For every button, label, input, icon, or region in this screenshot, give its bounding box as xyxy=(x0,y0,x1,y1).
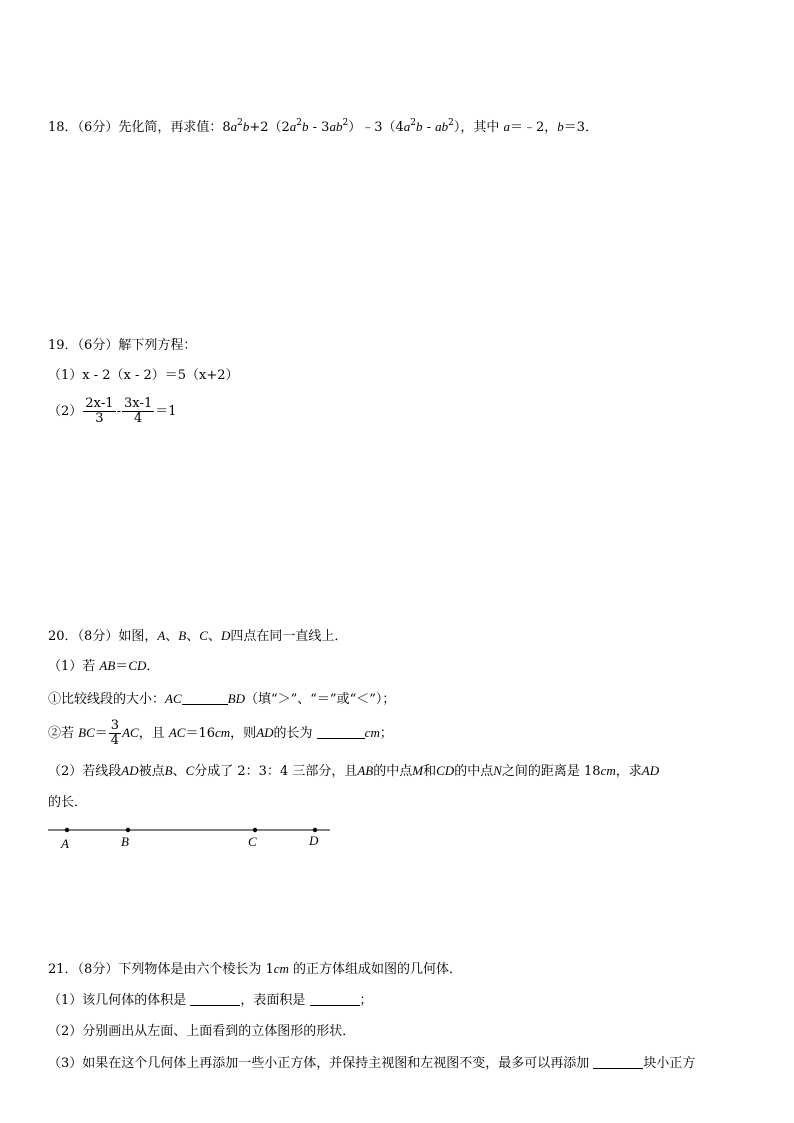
answer-blank[interactable] xyxy=(593,1055,643,1069)
answer-blank[interactable] xyxy=(190,992,240,1006)
q21-part3: （3）如果在这个几何体上再添加一些小正方体，并保持主视图和左视图不变，最多可以再添加 块小正方 xyxy=(48,1056,696,1071)
q21-part1: （1）该几何体的体积是 ，表面积是 ； xyxy=(48,993,373,1008)
label-c: C xyxy=(248,834,257,849)
fraction-1: $\frac{2x‑1}{3}$ xyxy=(85,396,114,426)
q20-part2-line2: 的长． xyxy=(48,795,88,810)
q19-part2: （2） $\frac{2x‑1}{3}$ ‑ $\frac{3x‑1}{4}$ ＝1 xyxy=(48,396,177,426)
fraction-2: $\frac{3x‑1}{4}$ xyxy=(123,396,153,426)
point-c xyxy=(253,828,257,832)
fraction-3-4: $\frac{3}{4}$ xyxy=(110,718,120,748)
q21-title: 21．（8分）下列物体是由六个棱长为 1cm 的正方体组成如图的几何体． xyxy=(48,961,463,977)
q20-title: 20．（8分）如图，A、B、C、D四点在同一直线上． xyxy=(48,628,348,644)
q21-part2: （2）分别画出从左面、上面看到的立体图形的形状． xyxy=(48,1024,356,1039)
point-a xyxy=(65,828,69,832)
q20-part1: （1）若 AB＝CD． xyxy=(48,658,160,674)
point-d xyxy=(313,828,317,832)
q20-sub1: ①比较线段的大小：AC BD（填“＞”、“＝”或“＜”）； xyxy=(48,691,396,707)
answer-blank[interactable] xyxy=(310,992,360,1006)
answer-blank[interactable] xyxy=(182,691,228,705)
q18-text: 18．（6分）先化简，再求值：$8a^2b+2(2a^2b$ ‑ $3ab^2)﹣3(4a^2b$ ‑ $ab^2$），其中 a＝﹣2，b＝3． xyxy=(48,118,599,135)
q19-title: 19．（6分）解下列方程： xyxy=(48,338,197,353)
q20-sub2: ②若 BC＝ $\frac{3}{4}$ AC，且 AC＝16cm，则AD的长为 cm； xyxy=(48,718,393,748)
answer-blank[interactable] xyxy=(317,725,365,739)
label-b: B xyxy=(121,834,129,849)
label-a: A xyxy=(61,836,69,851)
q19-part1: （1）x ‑ 2（x ‑ 2）＝5（x+2） xyxy=(48,368,239,383)
q20-part2: （2）若线段AD被点B、C分成了 2：3：4 三部分，且AB的中点M和CD的中点N之间的距离是 18cm，求AD xyxy=(48,763,660,779)
line-segment-figure xyxy=(46,822,336,838)
point-b xyxy=(126,828,130,832)
label-d: D xyxy=(309,833,319,848)
